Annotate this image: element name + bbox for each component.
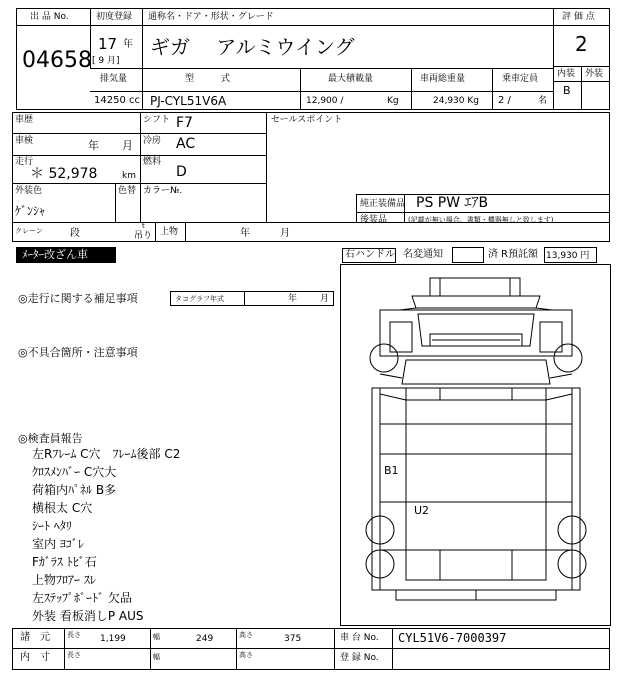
genuine-label: 純正装備品 (360, 199, 406, 209)
length-label: 長さ (67, 631, 81, 639)
deposit-value: 13,930 円 (546, 251, 590, 261)
aftermarket-label: 後装品 (360, 215, 388, 225)
naisun-label: 内 寸 (20, 652, 50, 663)
color-label: 外装色 (15, 186, 43, 196)
tacho-label: タコグラフ年式 (175, 295, 224, 303)
report-line: 外装 看板消しP AUS (32, 609, 144, 623)
shift-label: シフト (143, 115, 171, 125)
rhd-label: 右ハンドル (345, 249, 395, 260)
tampered-badge (16, 247, 116, 263)
chassis-value: CYL51V6-7000397 (398, 631, 507, 645)
displacement-value: 14250 cc (94, 95, 140, 106)
width-label: 幅 (153, 633, 160, 641)
aircon-value: AC (176, 136, 196, 152)
mileage-label: 走行 (15, 157, 34, 167)
gross-weight-label: 車両総重量 (420, 74, 466, 84)
upper-month: 月 (280, 228, 290, 239)
width-value: 249 (196, 634, 214, 644)
name-change-box (452, 247, 484, 263)
mileage-value: ＊ 52,978 (30, 166, 98, 182)
mark-b1: B1 (384, 464, 399, 477)
chassis-label: 車 台 No. (340, 633, 379, 643)
report-line: 左Rﾌﾚｰﾑ C穴 ﾌﾚｰﾑ後部 C2 (32, 447, 181, 461)
report-line: 荷箱内ﾊﾟﾈﾙ B多 (32, 483, 117, 497)
color-value: ｹﾞﾝｼｬ (15, 204, 46, 218)
tampered-text: ﾒｰﾀｰ改ざん車 (22, 248, 88, 261)
report-line: 上物ﾌﾛｱｰ ｽﾚ (32, 573, 96, 587)
tacho-year: 年 (288, 294, 298, 304)
mileage-unit: km (122, 171, 136, 181)
deposit-label: R預託額 (501, 249, 538, 260)
inspection-year: 年 (88, 139, 99, 152)
tacho-month: 月 (320, 294, 330, 304)
crane-step: 段 (70, 228, 80, 239)
first-reg-label: 初度登録 (96, 12, 133, 22)
inner-length-label: 長さ (67, 651, 81, 659)
report-line: 左ｽﾃｯﾌﾟﾎﾞｰﾄﾞ 欠品 (32, 591, 132, 605)
sales-point-label: セールスポイント (271, 115, 343, 125)
mark-u2: U2 (414, 504, 430, 517)
shogen-label: 諸 元 (20, 632, 50, 643)
interior-label: 内装 (557, 69, 576, 79)
height-value: 375 (284, 634, 302, 644)
truck-diagram (340, 264, 611, 626)
score-value: 2 (575, 32, 588, 56)
max-load-value: 12,900 / (306, 96, 344, 106)
reg-no-label: 登 録 No. (340, 653, 379, 663)
genuine-value: PS PW ｴｱB (416, 195, 489, 211)
inner-height-label: 高さ (239, 651, 253, 659)
inner-width-label: 幅 (153, 653, 160, 661)
inspector-heading: ◎検査員報告 (18, 432, 83, 445)
inspection-month: 月 (122, 139, 133, 152)
capacity-unit: 名 (538, 96, 548, 106)
max-load-label: 最大積載量 (328, 74, 374, 84)
model-value: PJ-CYL51V6A (150, 94, 227, 108)
reg-month: [ 9 月] (92, 56, 120, 66)
report-line: Fｶﾞﾗｽ ﾄﾋﾞ石 (32, 555, 97, 569)
capacity-label: 乗車定員 (502, 74, 539, 84)
car-name: ギガ アルミウイング (150, 35, 355, 59)
color-code-label: カラー№. (143, 186, 183, 196)
fuel-value: D (176, 164, 187, 180)
history-label: 車歴 (15, 115, 34, 125)
report-line: 横根太 C穴 (32, 501, 93, 515)
lot-label: 出 品 No. (30, 12, 69, 22)
length-value: 1,199 (100, 634, 126, 644)
crane-label: クレーン (15, 227, 43, 235)
lot-number: 04658 (22, 48, 92, 73)
report-line: ｼｰﾄ ﾍﾀﾘ (32, 519, 72, 533)
inspection-label: 車検 (15, 136, 34, 146)
fuel-label: 燃料 (143, 157, 162, 167)
defects-heading: ◎不具合箇所・注意事項 (18, 346, 138, 359)
max-load-unit: Kg (387, 96, 399, 106)
capacity-value: 2 / (498, 95, 511, 106)
interior-grade: B (563, 84, 571, 97)
aircon-label: 冷房 (143, 136, 162, 146)
crane-ton-label: 吊り (134, 231, 153, 241)
car-name-label: 通称名・ドア・形状・グレード (148, 12, 274, 22)
report-line: ｸﾛｽﾒﾝﾊﾞｰ C穴大 (32, 465, 117, 479)
aftermarket-note: (記載が無い場合、書類・機器無しと致します) (408, 216, 554, 224)
height-label: 高さ (239, 631, 253, 639)
crane-ton-unit: t (142, 222, 145, 230)
reg-year-unit: 年 (123, 39, 133, 50)
deposit-prefix: 済 (488, 249, 498, 260)
name-change-label: 名変通知 (403, 249, 443, 260)
supplement-heading: ◎走行に関する補足事項 (18, 292, 138, 305)
shift-value: F7 (176, 115, 193, 131)
gross-weight-value: 24,930 Kg (433, 96, 479, 106)
upper-year: 年 (240, 228, 250, 239)
score-label: 評 価 点 (562, 12, 595, 22)
reg-year: 17 (98, 35, 118, 53)
color-change-label: 色替 (118, 186, 137, 196)
report-line: 室内 ﾖｺﾞﾚ (32, 537, 84, 551)
upper-label: 上物 (160, 227, 179, 237)
model-label: 型 式 (185, 74, 231, 84)
displacement-label: 排気量 (100, 74, 128, 84)
exterior-label: 外装 (585, 69, 604, 79)
